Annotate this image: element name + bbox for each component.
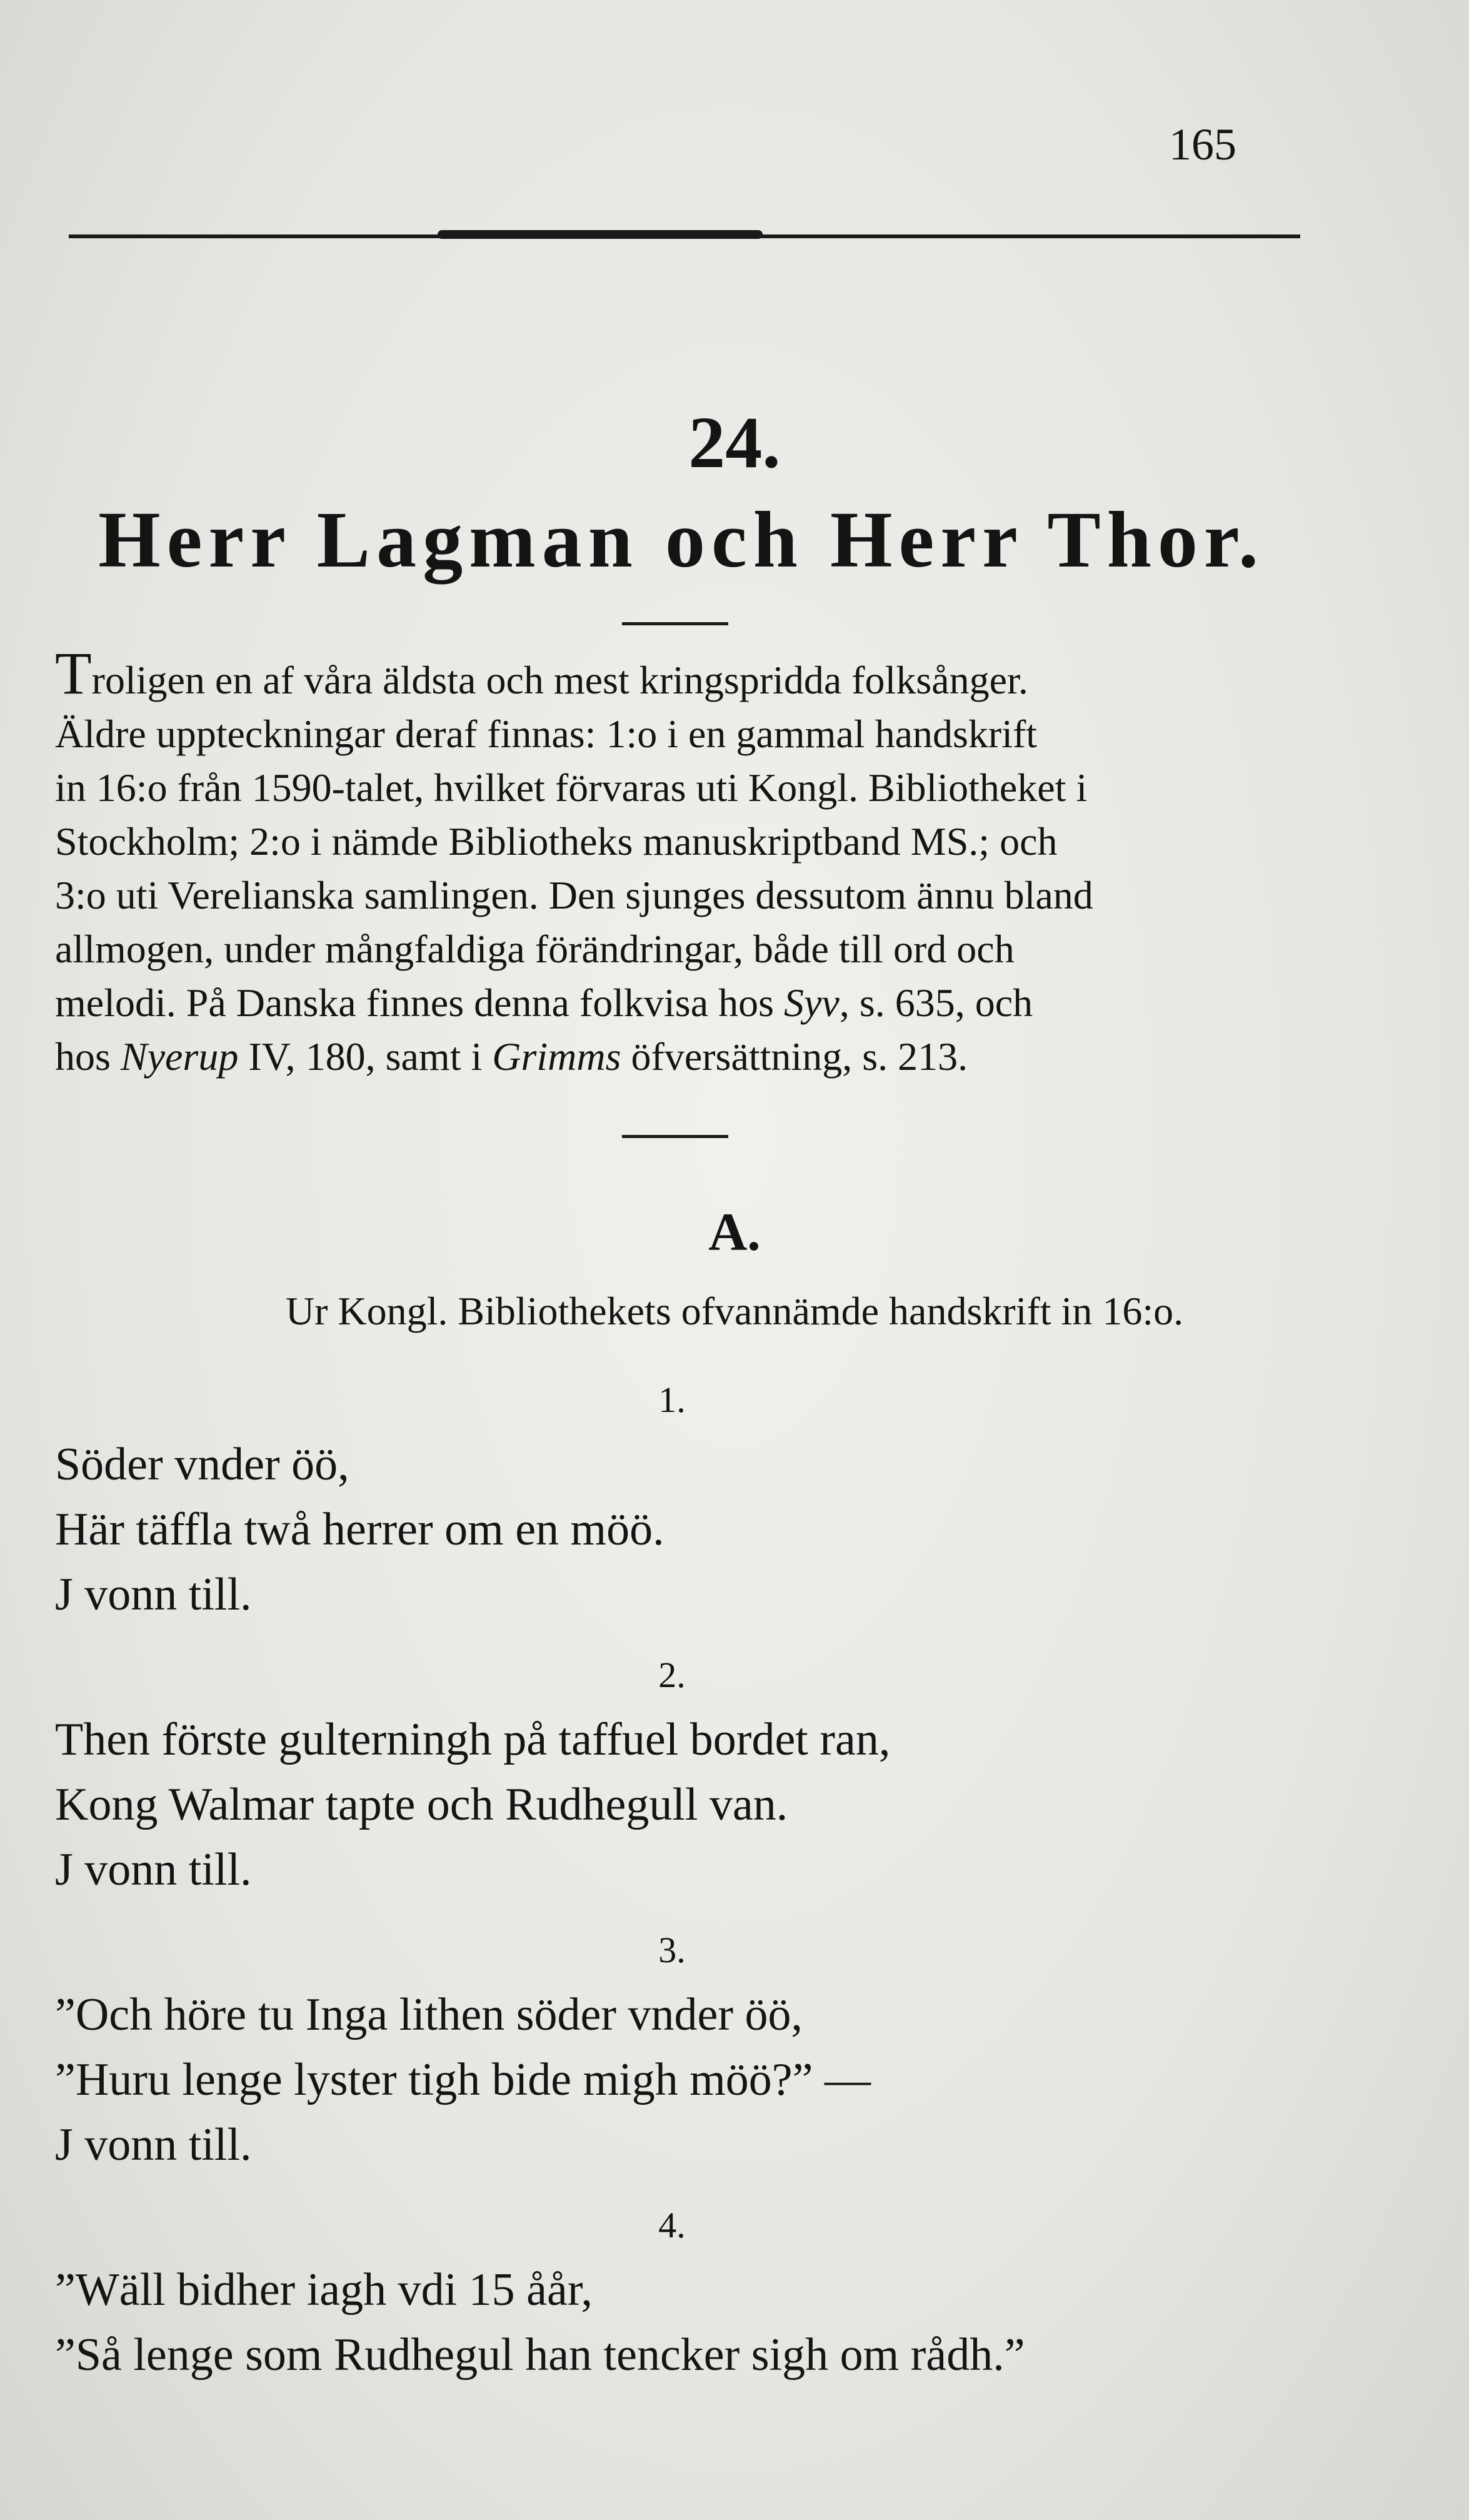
intro-paragraph <box>55 640 1296 1084</box>
intro-line: allmogen, under mångfaldiga förändringar, både till ord och <box>55 927 1015 971</box>
intro-line-part: , s. 635, och <box>839 980 1033 1025</box>
intro-line-part: öfversättning, s. 213. <box>621 1034 968 1079</box>
divider-rule <box>622 622 728 625</box>
stanza <box>55 1982 1305 2177</box>
stanza-number: 4. <box>658 2205 686 2245</box>
intro-line-part: hos <box>55 1034 121 1079</box>
intro-italic-reference: Grimms <box>492 1034 621 1079</box>
verse-line: ”Wäll bidher iagh vdi 15 åår, <box>55 2264 593 2316</box>
divider-rule <box>622 1135 728 1138</box>
verse-line: Kong Walmar tapte och Rudhegull van. <box>55 1779 788 1830</box>
intro-dropcap: T <box>55 640 92 707</box>
intro-italic-reference: Syv <box>784 980 840 1025</box>
section-letter: A. <box>708 1202 761 1262</box>
verse-refrain: J vonn till. <box>55 2119 252 2170</box>
stanza <box>55 1707 1305 1902</box>
intro-line-part: IV, 180, samt i <box>238 1034 493 1079</box>
stanza-number: 1. <box>658 1379 686 1420</box>
song-title: Herr Lagman och Herr Thor. <box>98 495 1265 584</box>
verse-line: Här täffla twå herrer om en möö. <box>55 1504 664 1555</box>
intro-line: in 16:o från 1590-talet, hvilket förvaras uti Kongl. Bibliotheket i <box>55 765 1088 810</box>
stanza <box>55 2257 1305 2387</box>
stanza-number: 2. <box>658 1655 686 1695</box>
section-source: Ur Kongl. Bibliothekets ofvannämde handskrift in 16:o. <box>285 1289 1184 1333</box>
header-rule-thick-segment <box>438 230 763 239</box>
intro-line: roligen en af våra äldsta och mest kringspridda folksånger. <box>91 658 1028 702</box>
verse-refrain: J vonn till. <box>55 1569 252 1620</box>
verse-line: Then förste gulterningh på taffuel bordet ran, <box>55 1714 891 1765</box>
intro-line: 3:o uti Verelianska samlingen. Den sjunges dessutom ännu bland <box>55 873 1093 917</box>
verse-line: ”Så lenge som Rudhegul han tencker sigh om rådh.” <box>55 2329 1025 2381</box>
intro-italic-reference: Nyerup <box>120 1034 239 1079</box>
intro-line-part: melodi. På Danska finnes denna folkvisa hos <box>55 980 784 1025</box>
page-number: 165 <box>1169 119 1236 169</box>
verse-refrain: J vonn till. <box>55 1844 252 1895</box>
stanza-number: 3. <box>658 1930 686 1970</box>
verse-line: Söder vnder öö, <box>55 1439 349 1490</box>
verse-line: ”Huru lenge lyster tigh bide migh möö?” — <box>55 2054 871 2105</box>
stanza <box>55 1432 1305 1627</box>
song-number: 24. <box>688 401 781 483</box>
intro-line: Äldre uppteckningar deraf finnas: 1:o i en gammal handskrift <box>55 712 1038 756</box>
verse-line: ”Och höre tu Inga lithen söder vnder öö, <box>55 1989 803 2040</box>
intro-line: Stockholm; 2:o i nämde Bibliotheks manuskriptband MS.; och <box>55 819 1058 864</box>
